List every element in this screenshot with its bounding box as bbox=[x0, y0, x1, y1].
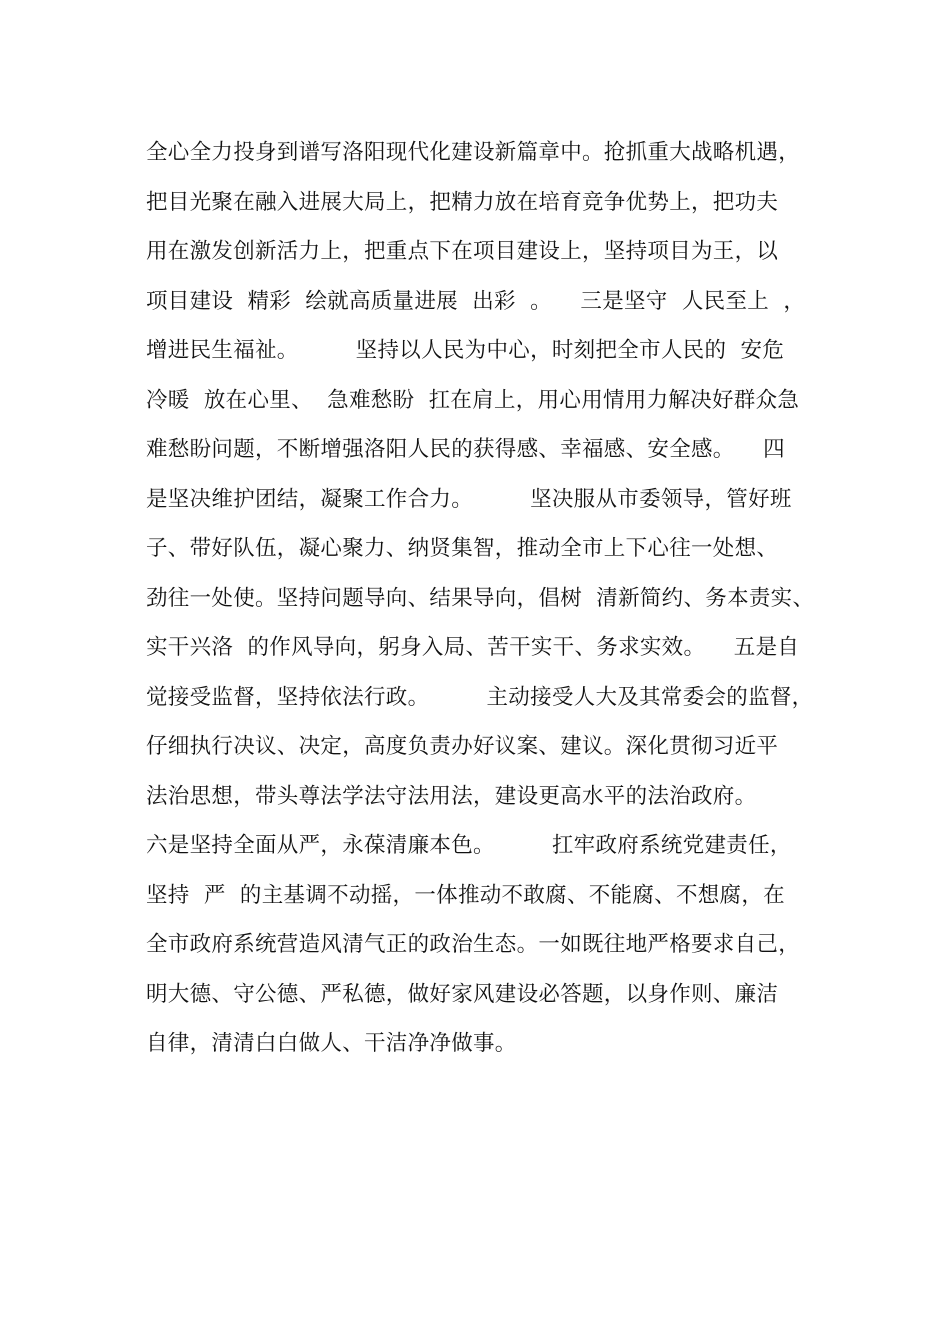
text-line: 冷暖 放在心里、 急难愁盼 扛在肩上，用心用情用力解决好群众急 bbox=[146, 387, 800, 413]
text-line: 自律，清清白白做人、干洁净净做事。 bbox=[146, 1031, 517, 1056]
text-line: 全心全力投身到谱写洛阳现代化建设新篇章中。抢抓重大战略机遇， bbox=[146, 140, 801, 165]
text-line: 明大德、守公德、严私德，做好家风建设必答题，以身作则、廉洁 bbox=[146, 981, 779, 1007]
text-line: 增进民生福祉。 坚持以人民为中心，时刻把全市人民的 安危 bbox=[146, 338, 785, 363]
text-line: 实干兴洛 的作风导向，躬身入局、苦干实干、务求实效。 五是自 bbox=[146, 635, 800, 660]
text-line: 坚持 严 的主基调不动摇，一体推动不敢腐、不能腐、不想腐，在 bbox=[146, 882, 785, 908]
text-line: 觉接受监督，坚持依法行政。 主动接受人大及其常委会的监督， bbox=[146, 684, 814, 710]
text-line: 是坚决维护团结，凝聚工作合力。 坚决服从市委领导，管好班 bbox=[146, 486, 792, 512]
text-line: 项目建设 精彩 绘就高质量进展 出彩 。 三是坚守 人民至上 ， bbox=[146, 288, 806, 314]
text-line: 仔细执行决议、决定，高度负责办好议案、建议。深化贯彻习近平 bbox=[146, 734, 779, 759]
text-line: 六是坚持全面从严，永葆清廉本色。 扛牢政府系统党建责任， bbox=[146, 833, 792, 858]
text-line: 用在激发创新活力上，把重点下在项目建设上，坚持项目为王，以 bbox=[146, 239, 779, 264]
text-line: 法治思想，带头尊法学法守法用法，建设更高水平的法治政府。 bbox=[146, 783, 757, 809]
text-line: 把目光聚在融入进展大局上，把精力放在培育竞争优势上，把功夫 bbox=[146, 189, 779, 215]
text-line: 难愁盼问题，不断增强洛阳人民的获得感、幸福感、安全感。 四 bbox=[146, 437, 785, 462]
body-text bbox=[146, 128, 846, 1069]
text-line: 全市政府系统营造风清气正的政治生态。一如既往地严格要求自己， bbox=[146, 932, 801, 957]
text-line: 子、带好队伍，凝心聚力、纳贤集智，推动全市上下心往一处想、 bbox=[146, 536, 779, 561]
text-line: 劲往一处使。坚持问题导向、结果导向，倡树 清新简约、务本责实、 bbox=[146, 585, 815, 611]
